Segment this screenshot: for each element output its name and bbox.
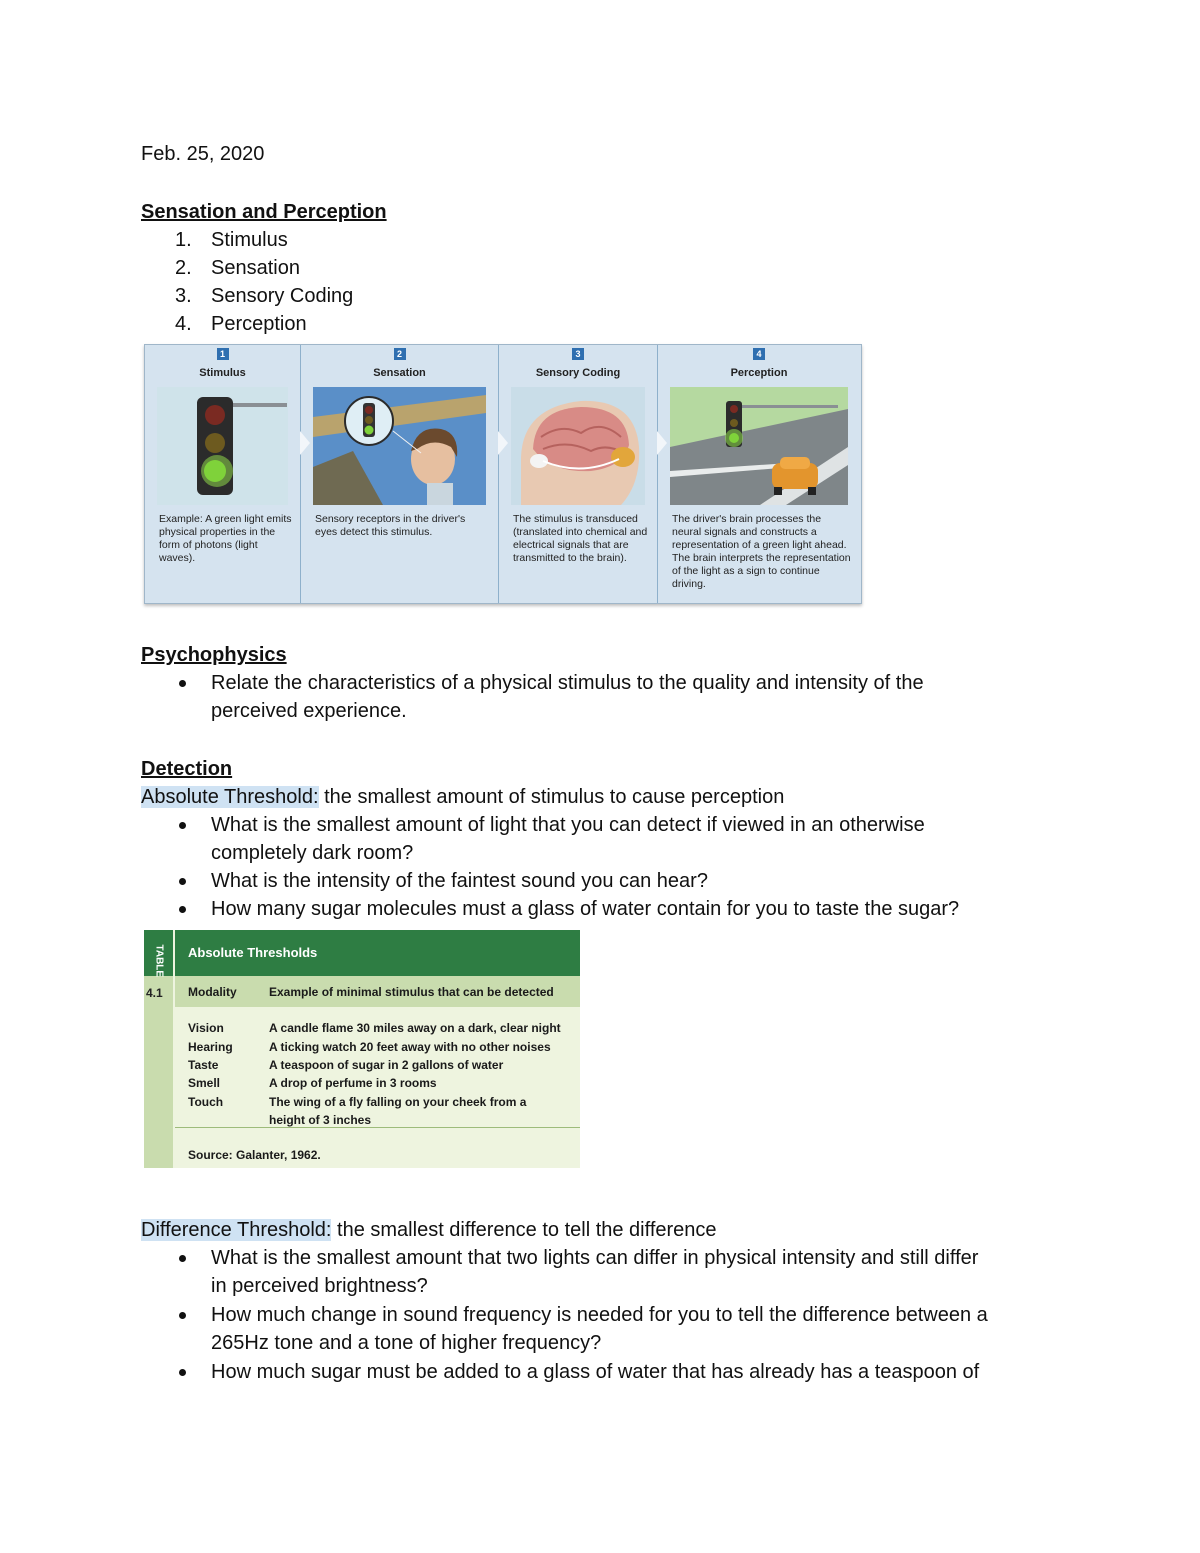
table-tag — [144, 930, 173, 976]
bullet-text-continued: 265Hz tone and a tone of higher frequency? — [211, 1332, 602, 1354]
bullet-text-continued: perceived experience. — [211, 700, 407, 722]
panel-badge: 4 — [753, 348, 765, 360]
panel-badge: 2 — [394, 348, 406, 360]
cell-modality: Taste — [188, 1058, 219, 1072]
cell-modality: Touch — [188, 1095, 224, 1109]
panel-title: Stimulus — [199, 367, 246, 379]
bullet-text: What is the smallest amount of light that you can detect if viewed in an otherwise — [211, 814, 925, 836]
bullet-icon — [179, 680, 186, 687]
bullet-text: Relate the characteristics of a physical stimulus to the quality and intensity of the — [211, 672, 924, 694]
list-text: Perception — [211, 313, 307, 335]
cell-example: height of 3 inches — [269, 1113, 372, 1127]
heading-sensation-perception: Sensation and Perception — [141, 201, 387, 223]
figure-panel-stimulus — [145, 345, 301, 603]
panel-badge: 1 — [217, 348, 229, 360]
absolute-threshold-term: Absolute Threshold: — [141, 786, 319, 808]
table-title-bar — [175, 930, 580, 976]
list-number: 1. — [175, 229, 192, 251]
table-source: Source: Galanter, 1962. — [188, 1148, 321, 1162]
figure-panel-sensation — [301, 345, 499, 603]
panel-title: Perception — [730, 367, 788, 379]
sensation-process-figure — [144, 344, 862, 604]
road-car-illustration — [670, 387, 848, 505]
cell-example: A drop of perfume in 3 rooms — [269, 1076, 437, 1090]
heading-detection: Detection — [141, 758, 233, 780]
absolute-thresholds-table — [144, 930, 580, 1168]
driver-illustration — [313, 387, 486, 505]
list-number: 2. — [175, 257, 192, 279]
difference-threshold-definition — [141, 1216, 717, 1244]
absolute-threshold-text: the smallest amount of stimulus to cause perception — [318, 786, 785, 808]
cell-modality: Hearing — [188, 1040, 233, 1054]
column-header-modality: Modality — [188, 985, 237, 999]
panel-caption: Example: A green light emits physical properties in the form of photons (light waves). — [159, 513, 292, 564]
bullet-text-continued: in perceived brightness? — [211, 1275, 428, 1297]
cell-example: A ticking watch 20 feet away with no other noises — [269, 1040, 551, 1054]
figure-panel-perception — [658, 345, 860, 603]
absolute-threshold-definition — [141, 783, 784, 811]
bullet-icon — [179, 1312, 186, 1319]
table-title: Absolute Thresholds — [188, 945, 318, 960]
figure-panel-sensory-coding — [499, 345, 658, 603]
bullet-text: How much change in sound frequency is needed for you to tell the difference between a — [211, 1304, 988, 1326]
panel-badge: 3 — [572, 348, 584, 360]
bullet-text: What is the smallest amount that two lights can differ in physical intensity and still differ — [211, 1247, 979, 1269]
bullet-text: How much sugar must be added to a glass of water that has already has a teaspoon of — [211, 1361, 980, 1383]
table-tag-text: TABLE — [153, 944, 165, 978]
panel-caption: The stimulus is transduced (translated into chemical and electrical signals that are transmitted to the brain). — [513, 513, 648, 564]
date-text: Feb. 25, 2020 — [141, 143, 265, 165]
bullet-text: What is the intensity of the faintest sound you can hear? — [211, 870, 708, 892]
bullet-icon — [179, 1369, 186, 1376]
panel-title: Sensory Coding — [535, 367, 621, 379]
list-number: 3. — [175, 285, 192, 307]
panel-title: Sensation — [373, 367, 426, 379]
heading-psychophysics: Psychophysics — [141, 644, 287, 666]
bullet-icon — [179, 1255, 186, 1262]
cell-example: A candle flame 30 miles away on a dark, clear night — [269, 1021, 561, 1035]
table-divider — [175, 1127, 580, 1128]
cell-example: The wing of a fly falling on your cheek from a — [269, 1095, 527, 1109]
difference-threshold-text: the smallest difference to tell the difference — [331, 1219, 717, 1241]
bullet-icon — [179, 878, 186, 885]
traffic-light-illustration — [157, 387, 288, 505]
list-text: Sensation — [211, 257, 300, 279]
panel-caption: The driver's brain processes the neural signals and constructs a representation of a green light ahead. The brain interprets the representation of the light as a sign to continue driving. — [672, 513, 851, 590]
cell-modality: Smell — [188, 1076, 221, 1090]
bullet-text: How many sugar molecules must a glass of water contain for you to taste the sugar? — [211, 898, 960, 920]
brain-illustration — [511, 387, 645, 505]
difference-threshold-term: Difference Threshold: — [141, 1219, 332, 1241]
bullet-text-continued: completely dark room? — [211, 842, 414, 864]
column-header-example: Example of minimal stimulus that can be detected — [269, 985, 554, 999]
table-number: 4.1 — [146, 986, 163, 1000]
bullet-icon — [179, 906, 186, 913]
list-text: Sensory Coding — [211, 285, 354, 307]
table-column-headers — [175, 976, 580, 1007]
list-text: Stimulus — [211, 229, 288, 251]
cell-example: A teaspoon of sugar in 2 gallons of water — [269, 1058, 504, 1072]
list-number: 4. — [175, 313, 192, 335]
cell-modality: Vision — [188, 1021, 224, 1035]
panel-caption: Sensory receptors in the driver's eyes detect this stimulus. — [315, 513, 466, 538]
bullet-icon — [179, 822, 186, 829]
